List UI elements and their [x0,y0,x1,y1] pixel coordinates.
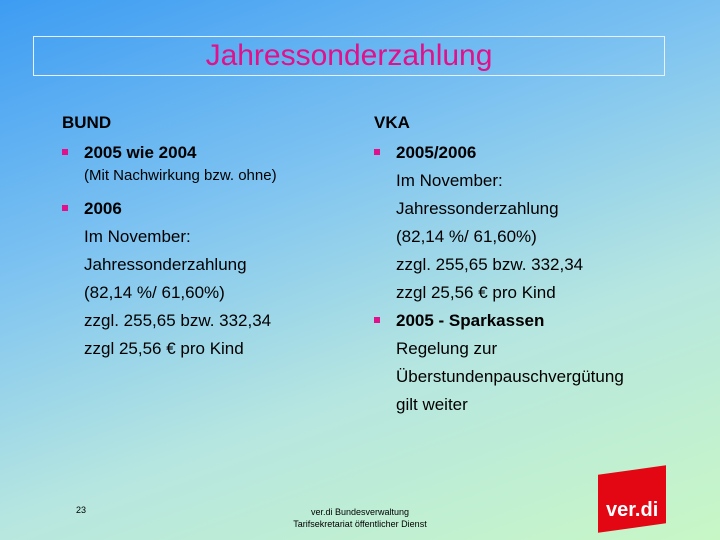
left-bullet-1 [62,139,362,167]
left-bullet-2-text: 2006 [84,199,122,218]
right-bullet-1-line: Im November: [396,171,503,190]
right-bullet-1-line: zzgl 25,56 € pro Kind [396,283,556,302]
right-bullet-1-text: 2005/2006 [396,143,477,162]
title-box [33,36,665,76]
left-bullet-2-line: zzgl 25,56 € pro Kind [84,339,244,358]
bullet-square-icon [374,317,380,323]
right-bullet-2-text: 2005 - Sparkassen [396,311,545,330]
left-heading: BUND [62,113,112,132]
right-bullet-2-line: gilt weiter [396,395,468,414]
bullet-square-icon [62,149,68,155]
slide-title: Jahressonderzahlung [205,39,493,72]
right-bullet-2-line: Überstundenpauschvergütung [396,367,624,386]
right-bullet-2-line: Regelung zur [396,339,498,358]
bullet-square-icon [374,149,380,155]
right-bullet-1-line: (82,14 %/ 61,60%) [396,227,537,246]
right-bullet-2 [374,307,694,335]
left-column [62,109,362,363]
logo-text: ver.di [605,499,659,522]
left-bullet-2-line: (82,14 %/ 61,60%) [84,283,225,302]
left-bullet-1-sub: (Mit Nachwirkung bzw. ohne) [84,167,277,184]
bullet-square-icon [62,205,68,211]
verdi-logo [598,465,666,533]
left-bullet-2 [62,195,362,223]
right-bullet-1-line: zzgl. 255,65 bzw. 332,34 [396,255,584,274]
footer-line-2: Tarifsekretariat öffentlicher Dienst [293,519,427,529]
footer [270,506,450,530]
left-bullet-1-text: 2005 wie 2004 [84,143,197,162]
right-bullet-1 [374,139,694,167]
left-bullet-2-line: Jahressonderzahlung [84,255,247,274]
left-bullet-2-line: Im November: [84,227,191,246]
right-column [374,109,694,419]
page-number: 23 [76,505,87,515]
left-bullet-2-line: zzgl. 255,65 bzw. 332,34 [84,311,272,330]
right-heading: VKA [374,113,410,132]
right-bullet-1-line: Jahressonderzahlung [396,199,559,218]
footer-line-1: ver.di Bundesverwaltung [310,507,410,517]
